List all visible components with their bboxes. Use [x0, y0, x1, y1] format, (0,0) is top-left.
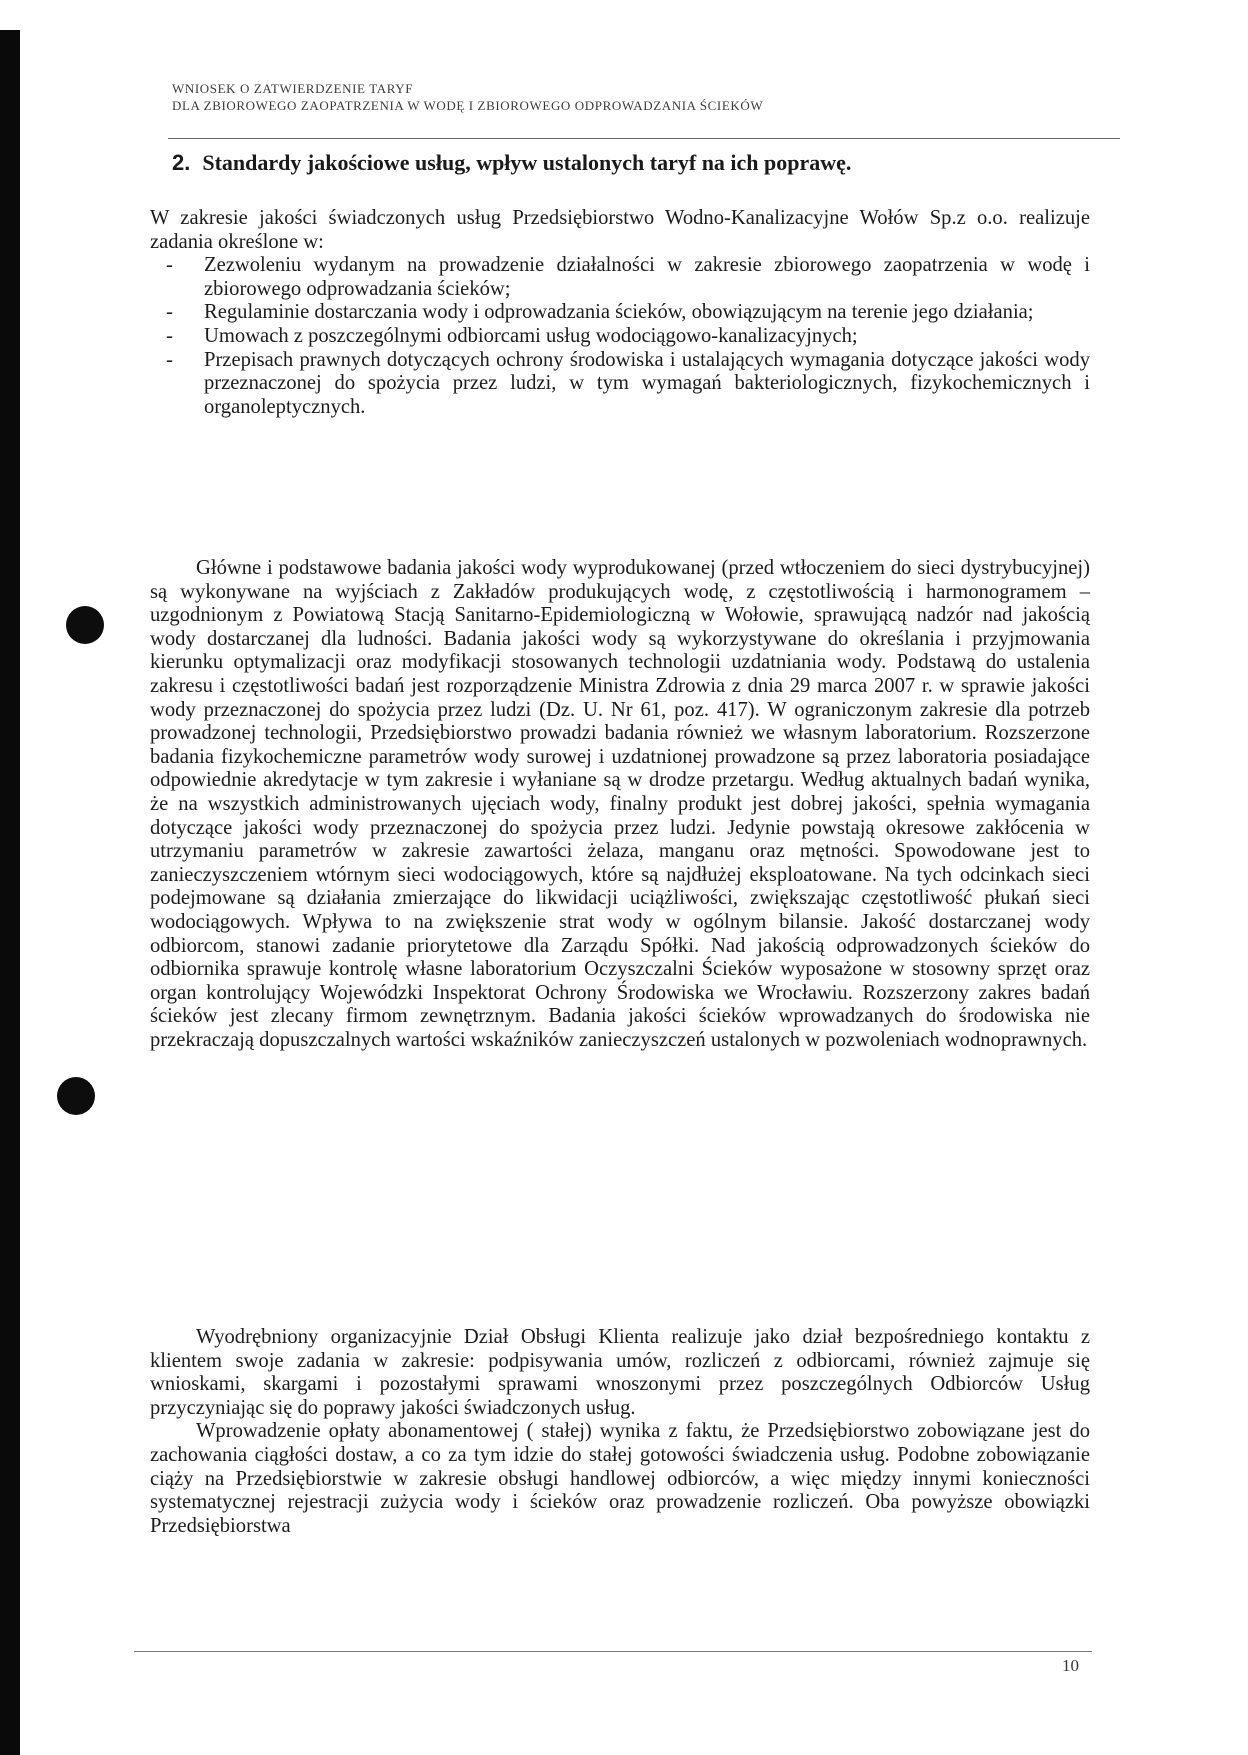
water-quality-paragraph: Główne i podstawowe badania jakości wody wyprodukowanej (przed wtłoczeniem do sieci dystrybucyjnej) są wykonywane na wyjściach z Zakładów produkujących wodę, z częstotliwością i harmonogramem – uzgodnionym z Powiatową Stacją Sanitarno-Epidemiologiczną w Wołowie, sprawującą nadzór nad jakością wody dostarczanej dla ludności. Badania jakości wody są wykorzystywane do określania i przyjmowania kierunku optymalizacji oraz modyfikacji stosowanych technologii uzdatniania wody. Podstawą do ustalenia zakresu i częstotliwości badań jest rozporządzenie Ministra Zdrowia z dnia 29 marca 2007 r. w sprawie jakości wody przeznaczonej do spożycia przez ludzi (Dz. U. Nr 61, poz. 417). W ograniczonym zakresie dla potrzeb prowadzonej technologii, Przedsiębiorstwo prowadzi badania również we własnym laboratorium. Rozszerzone badania fizykochemiczne parametrów wody surowej i uzdatnionej prowadzone są przez laboratoria posiadające odpowiednie akredytacje w tym zakresie i wyłaniane są w drodze przetargu. Według aktualnych badań wynika, że na wszystkich administrowanych ujęciach wody, finalny produkt jest dobrej jakości, spełnia wymagania dotyczące jakości wody przeznaczonej do spożycia przez ludzi. Jedynie powstają okresowe zakłócenia w utrzymaniu parametrów w zakresie zawartości żelaza, manganu oraz mętności. Spowodowane jest to zanieczyszczeniem wtórnym sieci wodociągowych, które są najdłużej eksploatowane. Na tych odcinkach sieci podejmowane są działania zmierzające do likwidacji uciążliwości, zwiększając częstotliwość płukań sieci wodociągowych. Wpływa to na zwiększenie strat wody w ogólnym bilansie. Jakość dostarczanej wody odbiorcom, stanowi zadanie priorytetowe dla Zarządu Spółki. Nad jakością odprowadzonych ścieków do odbiornika sprawuje kontrolę własne laboratorium Oczyszczalni Ścieków wyposażone w stosowny sprzęt oraz organ kontrolujący Wojewódzki Inspektorat Ochrony Środowiska we Wrocławiu. Rozszerzony zakres badań ścieków jest zlecany firmom zewnętrznym. Badania jakości ścieków wprowadzanych do środowiska nie przekraczają dopuszczalnych wartości wskaźników zanieczyszczeń ustalonych w pozwoleniach wodnoprawnych.: [150, 557, 1090, 1051]
list-item-text: Umowach z poszczególnymi odbiorcami usług wodociągowo-kanalizacyjnych;: [204, 324, 858, 347]
section-title: Standardy jakościowe usług, wpływ ustalonych taryf na ich poprawę.: [202, 150, 852, 175]
section-number: 2.: [172, 150, 191, 175]
list-dash: -: [166, 254, 173, 277]
punch-hole-top: [66, 606, 104, 644]
subscription-fee-paragraph: Wprowadzenie opłaty abonamentowej ( stałej) wynika z faktu, że Przedsiębiorstwo zobowiązane jest do zachowania ciągłości dostaw, a co za tym idzie do stałej gotowości świadczenia usług. Podobne zobowiązanie ciąży na Przedsiębiorstwie w zakresie obsługi handlowej odbiorców, a więc między innymi konieczności systematycznej rejestracji zużycia wody i ścieków oraz prowadzenie rozliczeń. Oba powyższe obowiązki Przedsiębiorstwa: [150, 1420, 1090, 1537]
document-header: [172, 80, 1122, 114]
section-heading: [172, 150, 1122, 176]
intro-lead: W zakresie jakości świadczonych usług Przedsiębiorstwo Wodno-Kanalizacyjne Wołów Sp.z o.o. realizuje zadania określone w:: [150, 207, 1090, 253]
scan-edge-shadow: [0, 30, 20, 1755]
list-item: [150, 325, 1090, 349]
page-number: 10: [1062, 1656, 1079, 1675]
requirements-list: [150, 254, 1090, 419]
punch-hole-bottom: [57, 1077, 95, 1115]
list-dash: -: [166, 324, 173, 347]
list-item-text: Przepisach prawnych dotyczących ochrony środowiska i ustalających wymagania dotyczące jakości wody przeznaczonej do spożycia przez ludzi, w tym wymagań bakteriologicznych, fizykochemicznych i organoleptycznych.: [204, 348, 1090, 418]
water-quality-section: [150, 557, 1090, 1052]
header-line-1: WNIOSEK O ZATWIERDZENIE TARYF: [172, 81, 414, 96]
list-item: [150, 349, 1090, 420]
list-dash: -: [166, 348, 173, 371]
list-item-text: Regulaminie dostarczania wody i odprowadzania ścieków, obowiązującym na terenie jego działania;: [204, 301, 1034, 324]
intro-block: [150, 207, 1090, 419]
list-item: [150, 254, 1090, 301]
customer-service-paragraph: Wyodrębniony organizacyjnie Dział Obsługi Klienta realizuje jako dział bezpośredniego kontaktu z klientem swoje zadania w zakresie: podpisywania umów, rozliczeń z odbiorcami, również zajmuje się wnioskami, skargami i pozostałymi sprawami wnoszonymi przez poszczególnych Odbiorców Usług przyczyniając się do poprawy jakości świadczonych usług.: [150, 1326, 1090, 1419]
header-divider: [168, 138, 1120, 139]
list-item-text: Zezwoleniu wydanym na prowadzenie działalności w zakresie zbiorowego zaopatrzenia w wodę i zbiorowego odprowadzania ścieków;: [204, 254, 1090, 300]
list-dash: -: [166, 301, 173, 324]
list-item: [150, 301, 1090, 325]
customer-service-section: [150, 1326, 1090, 1538]
header-line-2: DLA ZBIOROWEGO ZAOPATRZENIA W WODĘ I ZBIOROWEGO ODPROWADZANIA ŚCIEKÓW: [172, 98, 764, 113]
footer-divider: [134, 1651, 1092, 1652]
